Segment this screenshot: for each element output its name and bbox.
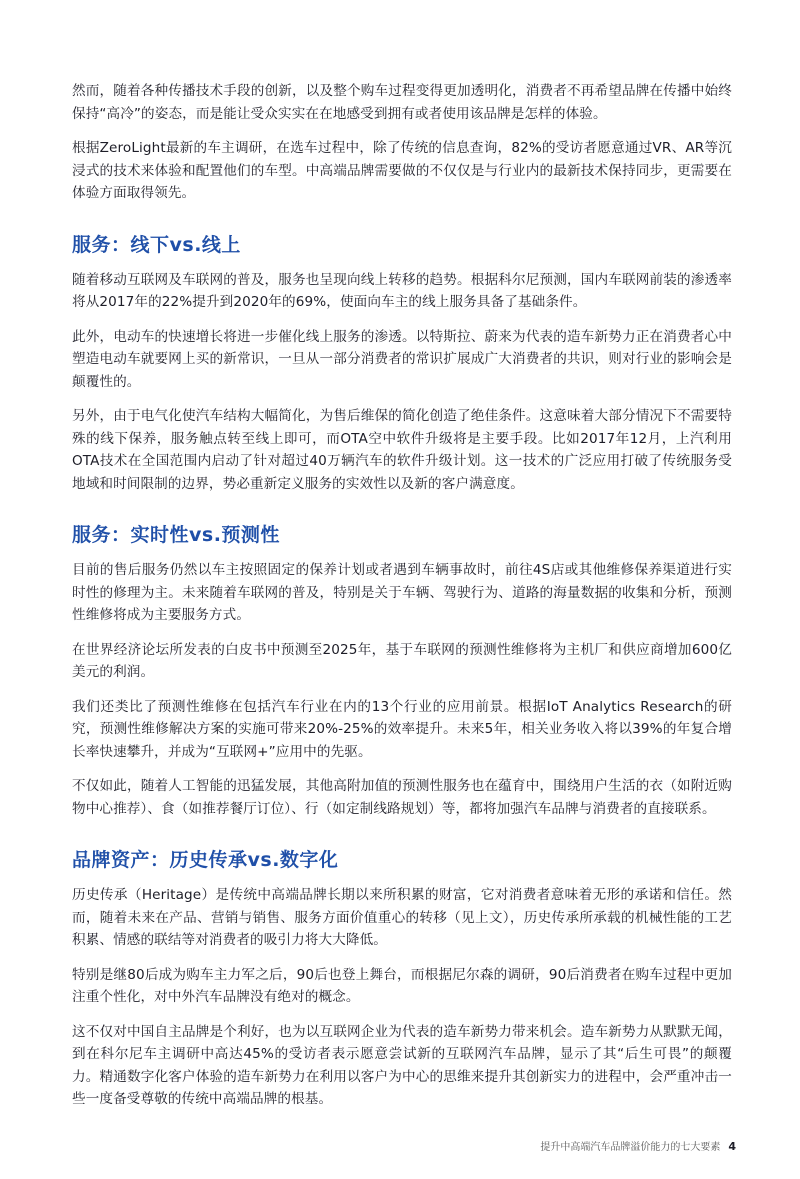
section-1-paragraph-2: 此外，电动车的快速增长将进一步催化线上服务的渗透。以特斯拉、蔚来为代表的造车新势力正在消费者心中塑造电动车就要网上买的新常识，一旦从一部分消费者的常识扩展成广大消费者的共识，则对行业的影响会是颠覆性的。 [72, 328, 732, 390]
section-2-paragraph-3: 我们还类比了预测性维修在包括汽车行业在内的13个行业的应用前景。根据IoT Analytics Research的研究，预测性维修解决方案的实施可带来20%-25%的效率提升。未来5年，相关业务收入将以39%的年复合增长率快速攀升，并成为“互联网+”应用中的先驱。 [72, 698, 732, 760]
section-3-paragraph-1: 历史传承（Heritage）是传统中高端品牌长期以来所积累的财富，它对消费者意味着无形的承诺和信任。然而，随着未来在产品、营销与销售、服务方面价值重心的转移（见上文），历史传承所承载的机械性能的工艺积累、情感的联结等对消费者的吸引力将大大降低。 [72, 887, 732, 948]
page-number: 4 [728, 1140, 736, 1153]
section-3-paragraph-2: 特别是继80后成为购车主力军之后，90后也登上舞台，而根据尼尔森的调研，90后消费者在购车过程中更加注重个性化，对中外汽车品牌没有绝对的概念。 [72, 966, 732, 1005]
section-1-paragraph-3: 另外，由于电气化使汽车结构大幅简化，为售后维保的简化创造了绝佳条件。这意味着大部分情况下不需要特殊的线下保养，服务触点转至线上即可，而OTA空中软件升级将是主要手段。比如2017年12月，上汽利用OTA技术在全国范围内启动了针对超过40万辆汽车的软件升级计划。这一技术的广泛应用打破了传统服务受地域和时间限制的边界，势必重新定义服务的实效性以及新的客户满意度。 [72, 408, 732, 492]
footer-title: 提升中高端汽车品牌溢价能力的七大要素 [540, 1142, 721, 1153]
intro-paragraph-1: 然而，随着各种传播技术手段的创新，以及整个购车过程变得更加透明化，消费者不再希望品牌在传播中始终保持“高冷”的姿态，而是能让受众实实在在地感受到拥有或者使用该品牌是怎样的体验。 [72, 83, 732, 122]
document-page [72, 80, 732, 1123]
section-3-paragraph-3: 这不仅对中国自主品牌是个利好，也为以互联网企业为代表的造车新势力带来机会。造车新势力从默默无闻，到在科尔尼车主调研中高达45%的受访者表示愿意尝试新的互联网汽车品牌，显示了其“后生可畏”的颠覆力。精通数字化客户体验的造车新势力在利用以客户为中心的思维来提升其创新实力的进程中，会严重冲击一些一度备受尊敬的传统中高端品牌的根基。 [72, 1023, 732, 1107]
section-heading-brand-assets: 品牌资产：历史传承vs.数字化 [72, 849, 339, 871]
section-heading-service-realtime-predictive: 服务：实时性vs.预测性 [72, 524, 280, 546]
section-1-paragraph-1: 随着移动互联网及车联网的普及，服务也呈现向线上转移的趋势。根据科尔尼预测，国内车联网前装的渗透率将从2017年的22%提升到2020年的69%，使面向车主的线上服务具备了基础条件。 [72, 271, 732, 310]
section-heading-service-offline-online: 服务：线下vs.线上 [72, 233, 241, 256]
intro-paragraph-2: 根据ZeroLight最新的车主调研，在选车过程中，除了传统的信息查询，82%的受访者愿意通过VR、AR等沉浸式的技术来体验和配置他们的车型。中高端品牌需要做的不仅仅是与行业内的最新技术保持同步，更需要在体验方面取得领先。 [72, 140, 732, 201]
page-footer [540, 1140, 736, 1155]
section-2-paragraph-2: 在世界经济论坛所发表的白皮书中预测至2025年，基于车联网的预测性维修将为主机厂和供应商增加600亿美元的利润。 [72, 641, 732, 680]
section-2-paragraph-4: 不仅如此，随着人工智能的迅猛发展，其他高附加值的预测性服务也在蕴育中，围绕用户生活的衣（如附近购物中心推荐）、食（如推荐餐厅订位）、行（如定制线路规划）等，都将加强汽车品牌与消费者的直接联系。 [72, 778, 732, 817]
section-2-paragraph-1: 目前的售后服务仍然以车主按照固定的保养计划或者遇到车辆事故时，前往4S店或其他维修保养渠道进行实时性的修理为主。未来随着车联网的普及，特别是关于车辆、驾驶行为、道路的海量数据的收集和分析，预测性维修将成为主要服务方式。 [72, 562, 732, 623]
